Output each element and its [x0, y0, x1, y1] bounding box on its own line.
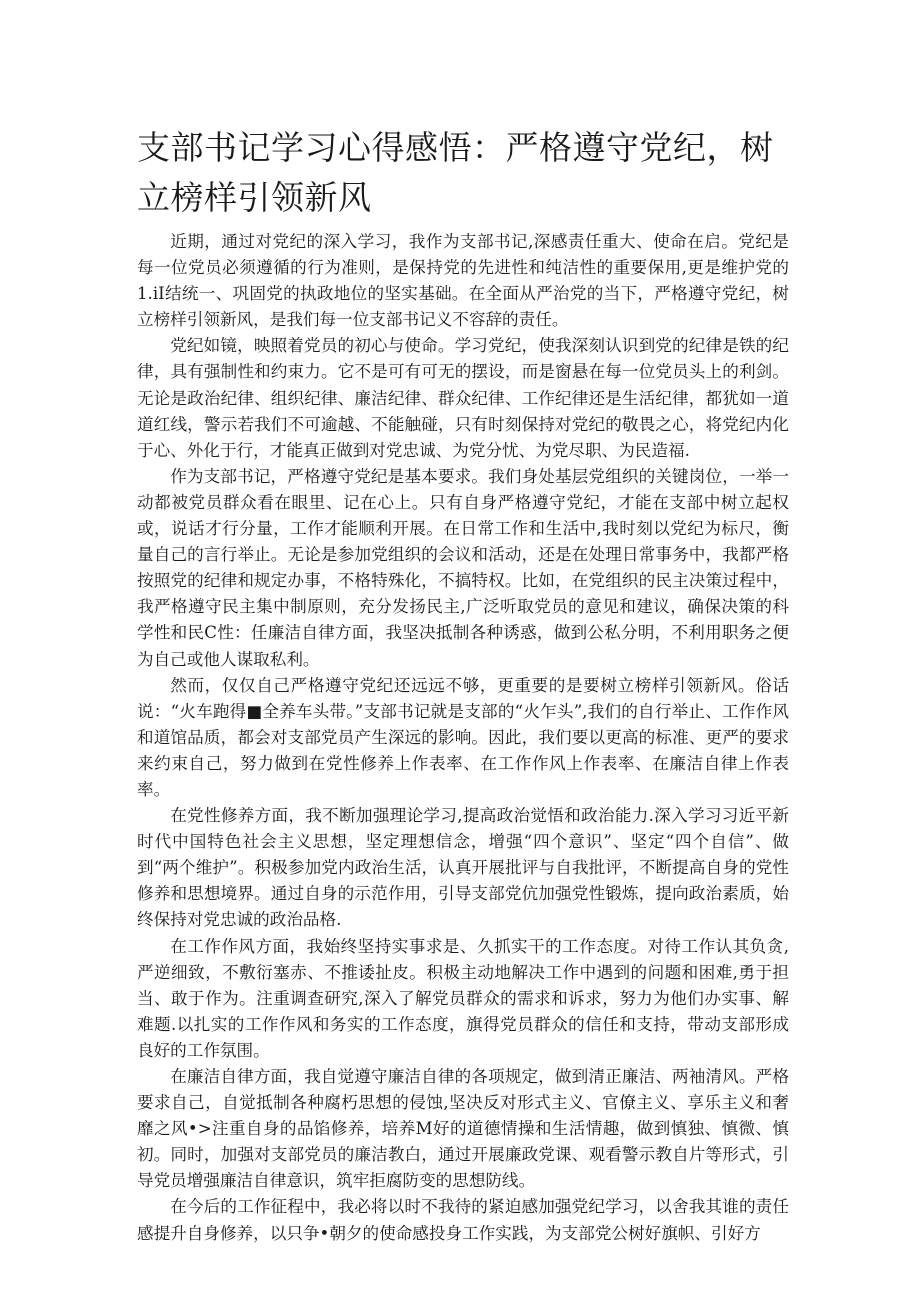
document-body — [137, 229, 789, 1247]
paragraph-6: 在工作作风方面，我始终坚持实事求是、久抓实干的工作态度。对待工作认其负贪,严逆细致，不敷衍塞赤、不推诿扯皮。积极主动地解决工作中遇到的问题和困难,勇于担当、敢于作为。注重调查研究,深入了解党员群众的需求和诉求，努力为他们办实事、解难题.以扎实的工作作风和务实的工作态度，旗得党员群众的信任和支持，带动支部形成良好的工作氛围。 — [137, 936, 789, 1060]
document-title: 支部书记学习心得感悟：严格遵守党纪，树立榜样引领新风 — [137, 128, 774, 217]
paragraph-1: 近期，通过对党纪的深入学习，我作为支部书记,深感责任重大、使命在启。党纪是每一位党员必须遵循的行为准则，是保持党的先进性和纯洁性的重要保用,更是维护党的1.iI结统一、巩固党的执政地位的坚实基础。在全面从严治党的当下，严格遵守党纪，树立榜样引领新风，是我们每一位支部书记义不容辞的责任。 — [137, 232, 789, 330]
paragraph-2: 党纪如镜，映照着党员的初心与使命。学习党纪，使我深刻认识到党的纪律是铁的纪律，具有强制性和约束力。它不是可有可无的摆设，而是窗悬在每一位党员头上的利剑。无论是政治纪律、组织纪律、廉洁纪律、群众纪律、工作纪律还是生活纪律，都犹如一道道红线，警示若我们不可逾越、不能触碰，只有时刻保持对党纪的敬畏之心，将党纪内化于心、外化于行，才能真正做到对党忠诚、为党分忧、为党尽职、为民造福. — [137, 336, 789, 460]
paragraph-4: 然而，仅仅自己严格遵守党纪还远远不够，更重要的是要树立榜样引领新风。俗话说：“火车跑得■全养车头带。”支部书记就是支部的“火乍头”,我们的自行举止、工作作风和道馆品质，都会对支部党员产生深远的影响。因此，我们要以更高的标准、更严的要求来约束自己，努力做到在党性修养上作表率、在工作作风上作表率、在廉洁自律上作表率。 — [137, 675, 789, 799]
paragraph-8: 在今后的工作征程中，我必将以时不我待的紧迫感加强党纪学习，以舍我其谁的责任感提升自身修养，以只争•朝夕的使命感投身工作实践，为支部党公树好旗帜、引好方 — [137, 1197, 789, 1243]
paragraph-3: 作为支部书记，严格遵守党纪是基本要求。我们身处基层党组织的关键岗位，一举一动都被党员群众看在眼里、记在心上。只有自身严格遵守党纪，才能在支部中树立起权或，说话才行分量，工作才能顺利开展。在日常工作和生活中,我时刻以党纪为标尺，衡量自己的言行举止。无论是参加党组织的会议和活动，还是在处理日常事务中，我都严格按照党的纪律和规定办事，不格特殊化，不搞特权。比如，在党组织的民主决策过程中，我严格遵守民主集中制原则，充分发扬民主,广泛听取党员的意见和建议，确保决策的科学性和民C性：任廉洁自律方面，我坚决抵制各种诱惑，做到公私分明，不利用职务之便为自己或他人谋取私利。 — [137, 466, 789, 669]
paragraph-7: 在廉洁自律方面，我自觉遵守廉洁自律的各项规定，做到清正廉洁、两袖清风。严格要求自己，自觉抵制各种腐朽思想的侵蚀,坚决反对形式主义、官僚主义、享乐主义和奢靡之风•>注重自身的品馅修养，培养M好的道德情操和生活情趣，做到慎独、慎微、慎初。同时，加强对支部党员的廉洁教白，通过开展廉政党课、观看警示教自片等形式，引导党员增强廉洁自律意识，筑牢拒腐防变的思想防线。 — [137, 1067, 789, 1191]
paragraph-5: 在党性修养方面，我不断加强理论学习,提高政治觉悟和政治能力.深入学习习近平新时代中国特色社会主义思想，坚定理想信念，增强“四个意识”、坚定“四个自信”、做到“两个维护”。积极参加党内政治生活，认真开展批评与自我批评，不断提高自身的党性修养和思想境界。通过自身的示范作用，引导支部党伉加强党性锻炼，提向政治素质，始终保持对党忠诚的政治品格. — [137, 806, 789, 930]
